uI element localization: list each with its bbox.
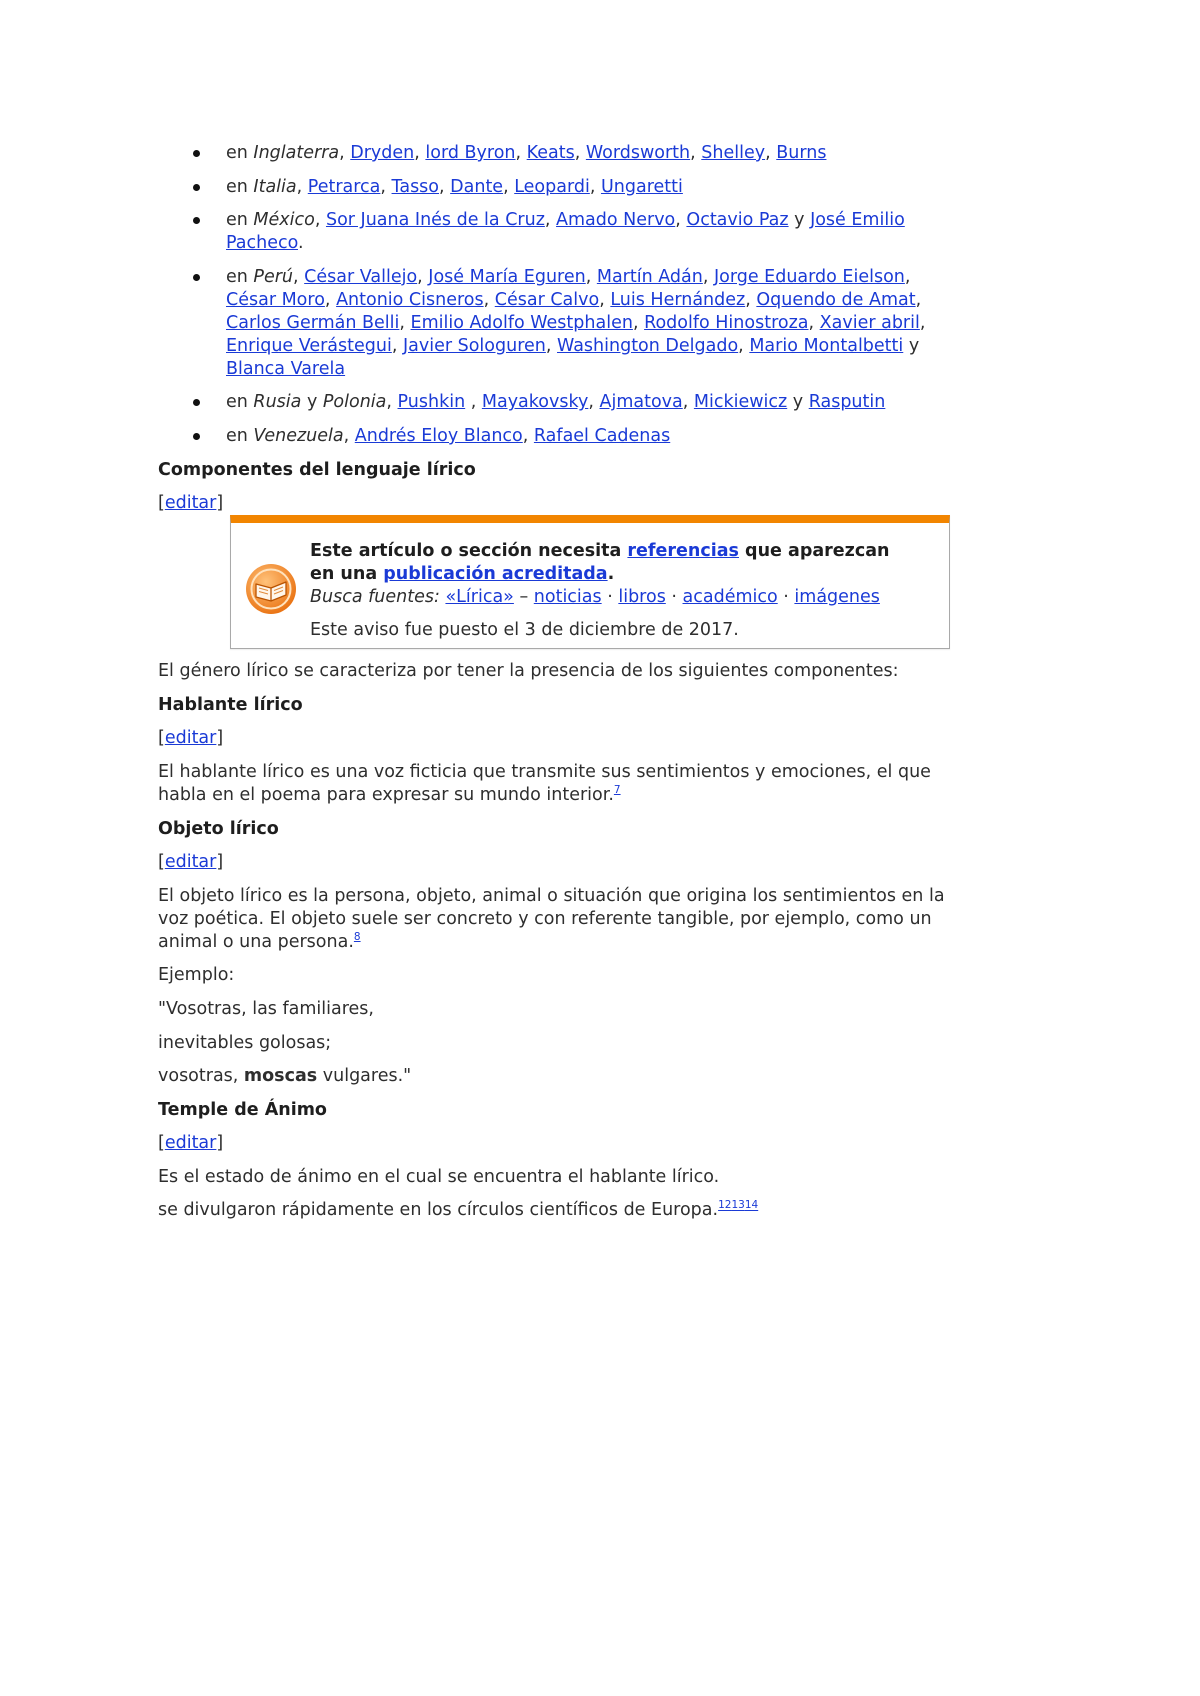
text-run: se divulgaron rápidamente en los círculos científicos de Europa. — [158, 1200, 719, 1221]
poet-link[interactable]: Ungaretti — [600, 176, 683, 197]
text-run: , — [675, 210, 687, 231]
section-heading-objeto: Objeto lírico — [158, 818, 279, 839]
poet-link[interactable]: Octavio Paz — [686, 210, 789, 231]
notice-body — [310, 540, 913, 642]
book-icon — [245, 563, 297, 615]
text-run: , — [314, 210, 326, 231]
text-run: y — [787, 392, 809, 413]
text-run: , — [483, 289, 495, 310]
poet-link[interactable]: Enrique Verástegui — [226, 335, 392, 356]
reference-link[interactable]: 12 — [718, 1199, 732, 1212]
poet-link[interactable]: César Vallejo — [304, 266, 418, 287]
poet-link[interactable]: Mickiewicz — [693, 392, 788, 413]
poet-link[interactable]: César Calvo — [494, 289, 600, 310]
text-run: , — [808, 312, 820, 333]
edit-section-componentes — [158, 492, 950, 515]
poem-line — [158, 998, 950, 1021]
poet-link[interactable]: Leopardi — [514, 176, 590, 197]
poet-link[interactable]: Dante — [450, 176, 504, 197]
paragraph-componentes-intro: El género lírico se caracteriza por tener la presencia de los siguientes componentes: — [158, 661, 899, 682]
poet-link[interactable]: César Moro — [226, 289, 325, 310]
section-heading-componentes: Componentes del lenguaje lírico — [158, 459, 476, 480]
list-item — [226, 391, 950, 414]
edit-bracket-open: [ — [158, 852, 165, 873]
text-run: , — [690, 143, 702, 163]
edit-link[interactable]: editar — [164, 1133, 217, 1154]
bold-text: . — [607, 564, 615, 585]
poet-link[interactable]: Rafael Cadenas — [533, 425, 671, 446]
text-run: , — [380, 176, 392, 197]
notice-message — [310, 540, 913, 586]
poet-link[interactable]: Dryden — [350, 143, 415, 163]
section-heading-hablante: Hablante lírico — [158, 694, 303, 715]
reference-link[interactable]: 14 — [744, 1199, 759, 1212]
poet-link[interactable]: Carlos Germán Belli — [226, 312, 400, 333]
text-run: en — [226, 210, 254, 231]
country-name: Venezuela — [253, 425, 344, 446]
text-run: , — [296, 176, 308, 197]
text-run: , — [599, 289, 611, 310]
poet-link[interactable]: Keats — [526, 143, 575, 163]
bold-text: Este artículo o sección necesita — [310, 541, 628, 562]
edit-bracket-open: [ — [158, 1133, 165, 1154]
text-run: , — [293, 266, 305, 287]
article-body — [158, 142, 950, 1233]
poet-link[interactable]: Tasso — [391, 176, 440, 197]
list-item — [226, 425, 950, 448]
text-run: en — [226, 425, 254, 446]
paragraph-objeto — [158, 885, 950, 954]
references-notice-box — [230, 515, 950, 649]
text-run: , — [343, 425, 355, 446]
edit-bracket-close: ] — [216, 493, 224, 514]
text-run: , — [465, 392, 482, 413]
link[interactable]: académico — [682, 587, 778, 608]
text-run: El hablante lírico es una voz ficticia que transmite sus sentimientos y emociones, el que habla en el poema para expresar su mundo interior. — [158, 761, 931, 805]
poet-link[interactable]: Burns — [776, 143, 827, 163]
link[interactable]: imágenes — [794, 587, 880, 608]
text-run: , — [386, 392, 398, 413]
edit-section-objeto — [158, 851, 950, 874]
edit-link[interactable]: editar — [164, 728, 217, 749]
text-run: y — [903, 335, 920, 356]
text-run: vosotras, — [158, 1066, 244, 1087]
text-run: , — [682, 392, 694, 413]
list-item — [226, 176, 950, 199]
text-run: · — [665, 587, 683, 608]
edit-bracket-open: [ — [158, 493, 165, 514]
paragraph-temple: Es el estado de ánimo en el cual se encuentra el hablante lírico. — [158, 1166, 720, 1187]
edit-bracket-open: [ — [158, 728, 165, 749]
text-run: . — [298, 233, 304, 254]
text-run: en — [226, 176, 254, 197]
text-run: – — [513, 587, 534, 608]
poet-link[interactable]: Mayakovsky — [481, 392, 589, 413]
text-run: , — [439, 176, 451, 197]
poet-link[interactable]: Washington Delgado — [557, 335, 739, 356]
text-run: , — [915, 289, 922, 310]
edit-section-hablante — [158, 727, 950, 750]
bold-text: moscas — [243, 1066, 318, 1087]
text-run: en — [226, 143, 254, 163]
link[interactable]: «Lírica» — [445, 587, 514, 608]
poem-line — [158, 1032, 950, 1055]
poet-link[interactable]: Shelley — [701, 143, 766, 163]
edit-bracket-close: ] — [216, 728, 224, 749]
poet-link[interactable]: Oquendo de Amat — [756, 289, 916, 310]
poet-link[interactable]: Mario Montalbetti — [749, 335, 904, 356]
notice-search-sources — [310, 586, 913, 609]
list-item — [226, 209, 950, 255]
country-name: México — [253, 210, 315, 231]
text-run: y — [788, 210, 811, 231]
text-run: , — [399, 312, 411, 333]
reference-link[interactable]: 7 — [613, 784, 621, 797]
italic-label: Busca fuentes: — [310, 587, 440, 608]
poet-link[interactable]: lord Byron — [425, 143, 516, 163]
poet-link[interactable]: Martín Adán — [596, 266, 703, 287]
paragraph-hablante — [158, 761, 950, 807]
link[interactable]: publicación acreditada — [383, 564, 608, 585]
poet-link[interactable]: Antonio Cisneros — [336, 289, 484, 310]
example-label: Ejemplo: — [158, 965, 235, 986]
text-run: , — [765, 143, 777, 163]
poet-link[interactable]: Emilio Adolfo Westphalen — [410, 312, 633, 333]
country-name: Perú — [253, 266, 294, 287]
poet-link[interactable]: Rodolfo Hinostroza — [644, 312, 809, 333]
text-run: , — [339, 143, 351, 163]
poet-link[interactable]: Rasputin — [808, 392, 886, 413]
edit-link[interactable]: editar — [164, 493, 217, 514]
poet-link[interactable]: Ajmatova — [599, 392, 683, 413]
reference-link[interactable]: 13 — [731, 1199, 745, 1212]
text-run: , — [585, 266, 597, 287]
text-run: , — [738, 335, 750, 356]
edit-bracket-close: ] — [216, 1133, 224, 1154]
text-run: en — [226, 392, 254, 413]
text-run: y — [301, 392, 323, 413]
text-run: , — [574, 143, 586, 163]
text-run: , — [904, 266, 911, 287]
text-run: , — [632, 312, 645, 333]
country-name: Inglaterra — [253, 143, 340, 163]
text-run: , — [544, 210, 557, 231]
poem-line — [158, 1065, 950, 1088]
link[interactable]: libros — [618, 587, 666, 608]
text-run: , — [391, 335, 403, 356]
text-run: , — [702, 266, 714, 287]
poet-link[interactable]: Sor Juana Inés de la Cruz — [325, 210, 545, 231]
poet-link[interactable]: Wordsworth — [585, 143, 691, 163]
text-run: , — [589, 176, 601, 197]
edit-bracket-close: ] — [216, 852, 224, 873]
edit-link[interactable]: editar — [164, 852, 217, 873]
text-run: , — [324, 289, 337, 310]
text-run: · — [777, 587, 795, 608]
text-run: , — [588, 392, 600, 413]
text-run: , — [919, 312, 926, 333]
text-run: , — [545, 335, 558, 356]
poet-link[interactable]: Petrarca — [307, 176, 381, 197]
poet-link[interactable]: Luis Hernández — [610, 289, 746, 310]
text-run: en — [226, 266, 254, 287]
link[interactable]: noticias — [533, 587, 602, 608]
poet-link[interactable]: Andrés Eloy Blanco — [354, 425, 523, 446]
text-run: · — [601, 587, 619, 608]
text-run: inevitables golosas; — [158, 1032, 332, 1053]
poet-link[interactable]: Amado Nervo — [556, 210, 676, 231]
country-name: Polonia — [322, 392, 387, 413]
edit-section-temple — [158, 1132, 950, 1155]
poet-link[interactable]: Javier Sologuren — [402, 335, 546, 356]
text-run: El objeto lírico es la persona, objeto, animal o situación que origina los sentimientos en la voz poética. El objeto suele ser concreto y con referente tangible, por ejemplo, como un animal o una persona. — [158, 885, 945, 952]
text-run: , — [417, 266, 429, 287]
text-run: , — [515, 143, 527, 163]
poet-link[interactable]: Pushkin — [397, 392, 466, 413]
notice-date: Este aviso fue puesto el 3 de diciembre de 2017. — [310, 620, 739, 641]
section-heading-temple: Temple de Ánimo — [158, 1099, 327, 1120]
poet-link[interactable]: José María Eguren — [428, 266, 586, 287]
country-name: Italia — [253, 176, 297, 197]
list-item — [226, 266, 950, 381]
text-run: , — [745, 289, 757, 310]
text-run: vulgares." — [317, 1066, 412, 1087]
text-run: "Vosotras, las familiares, — [158, 998, 374, 1019]
poet-link[interactable]: Blanca Varela — [226, 358, 346, 379]
poets-by-country-list — [158, 142, 950, 448]
text-run: , — [414, 143, 426, 163]
poet-link[interactable]: Xavier abril — [819, 312, 920, 333]
link[interactable]: referencias — [627, 541, 739, 562]
poet-link[interactable]: Jorge Eduardo Eielson — [713, 266, 905, 287]
country-name: Rusia — [253, 392, 302, 413]
poet-link[interactable]: José Emilio Pacheco — [226, 210, 905, 254]
list-item — [226, 142, 950, 165]
text-run: , — [503, 176, 515, 197]
text-run: , — [522, 425, 534, 446]
reference-link[interactable]: 8 — [353, 930, 361, 943]
paragraph-closing — [158, 1199, 950, 1222]
bold-text: que aparezcan en una — [310, 541, 890, 585]
